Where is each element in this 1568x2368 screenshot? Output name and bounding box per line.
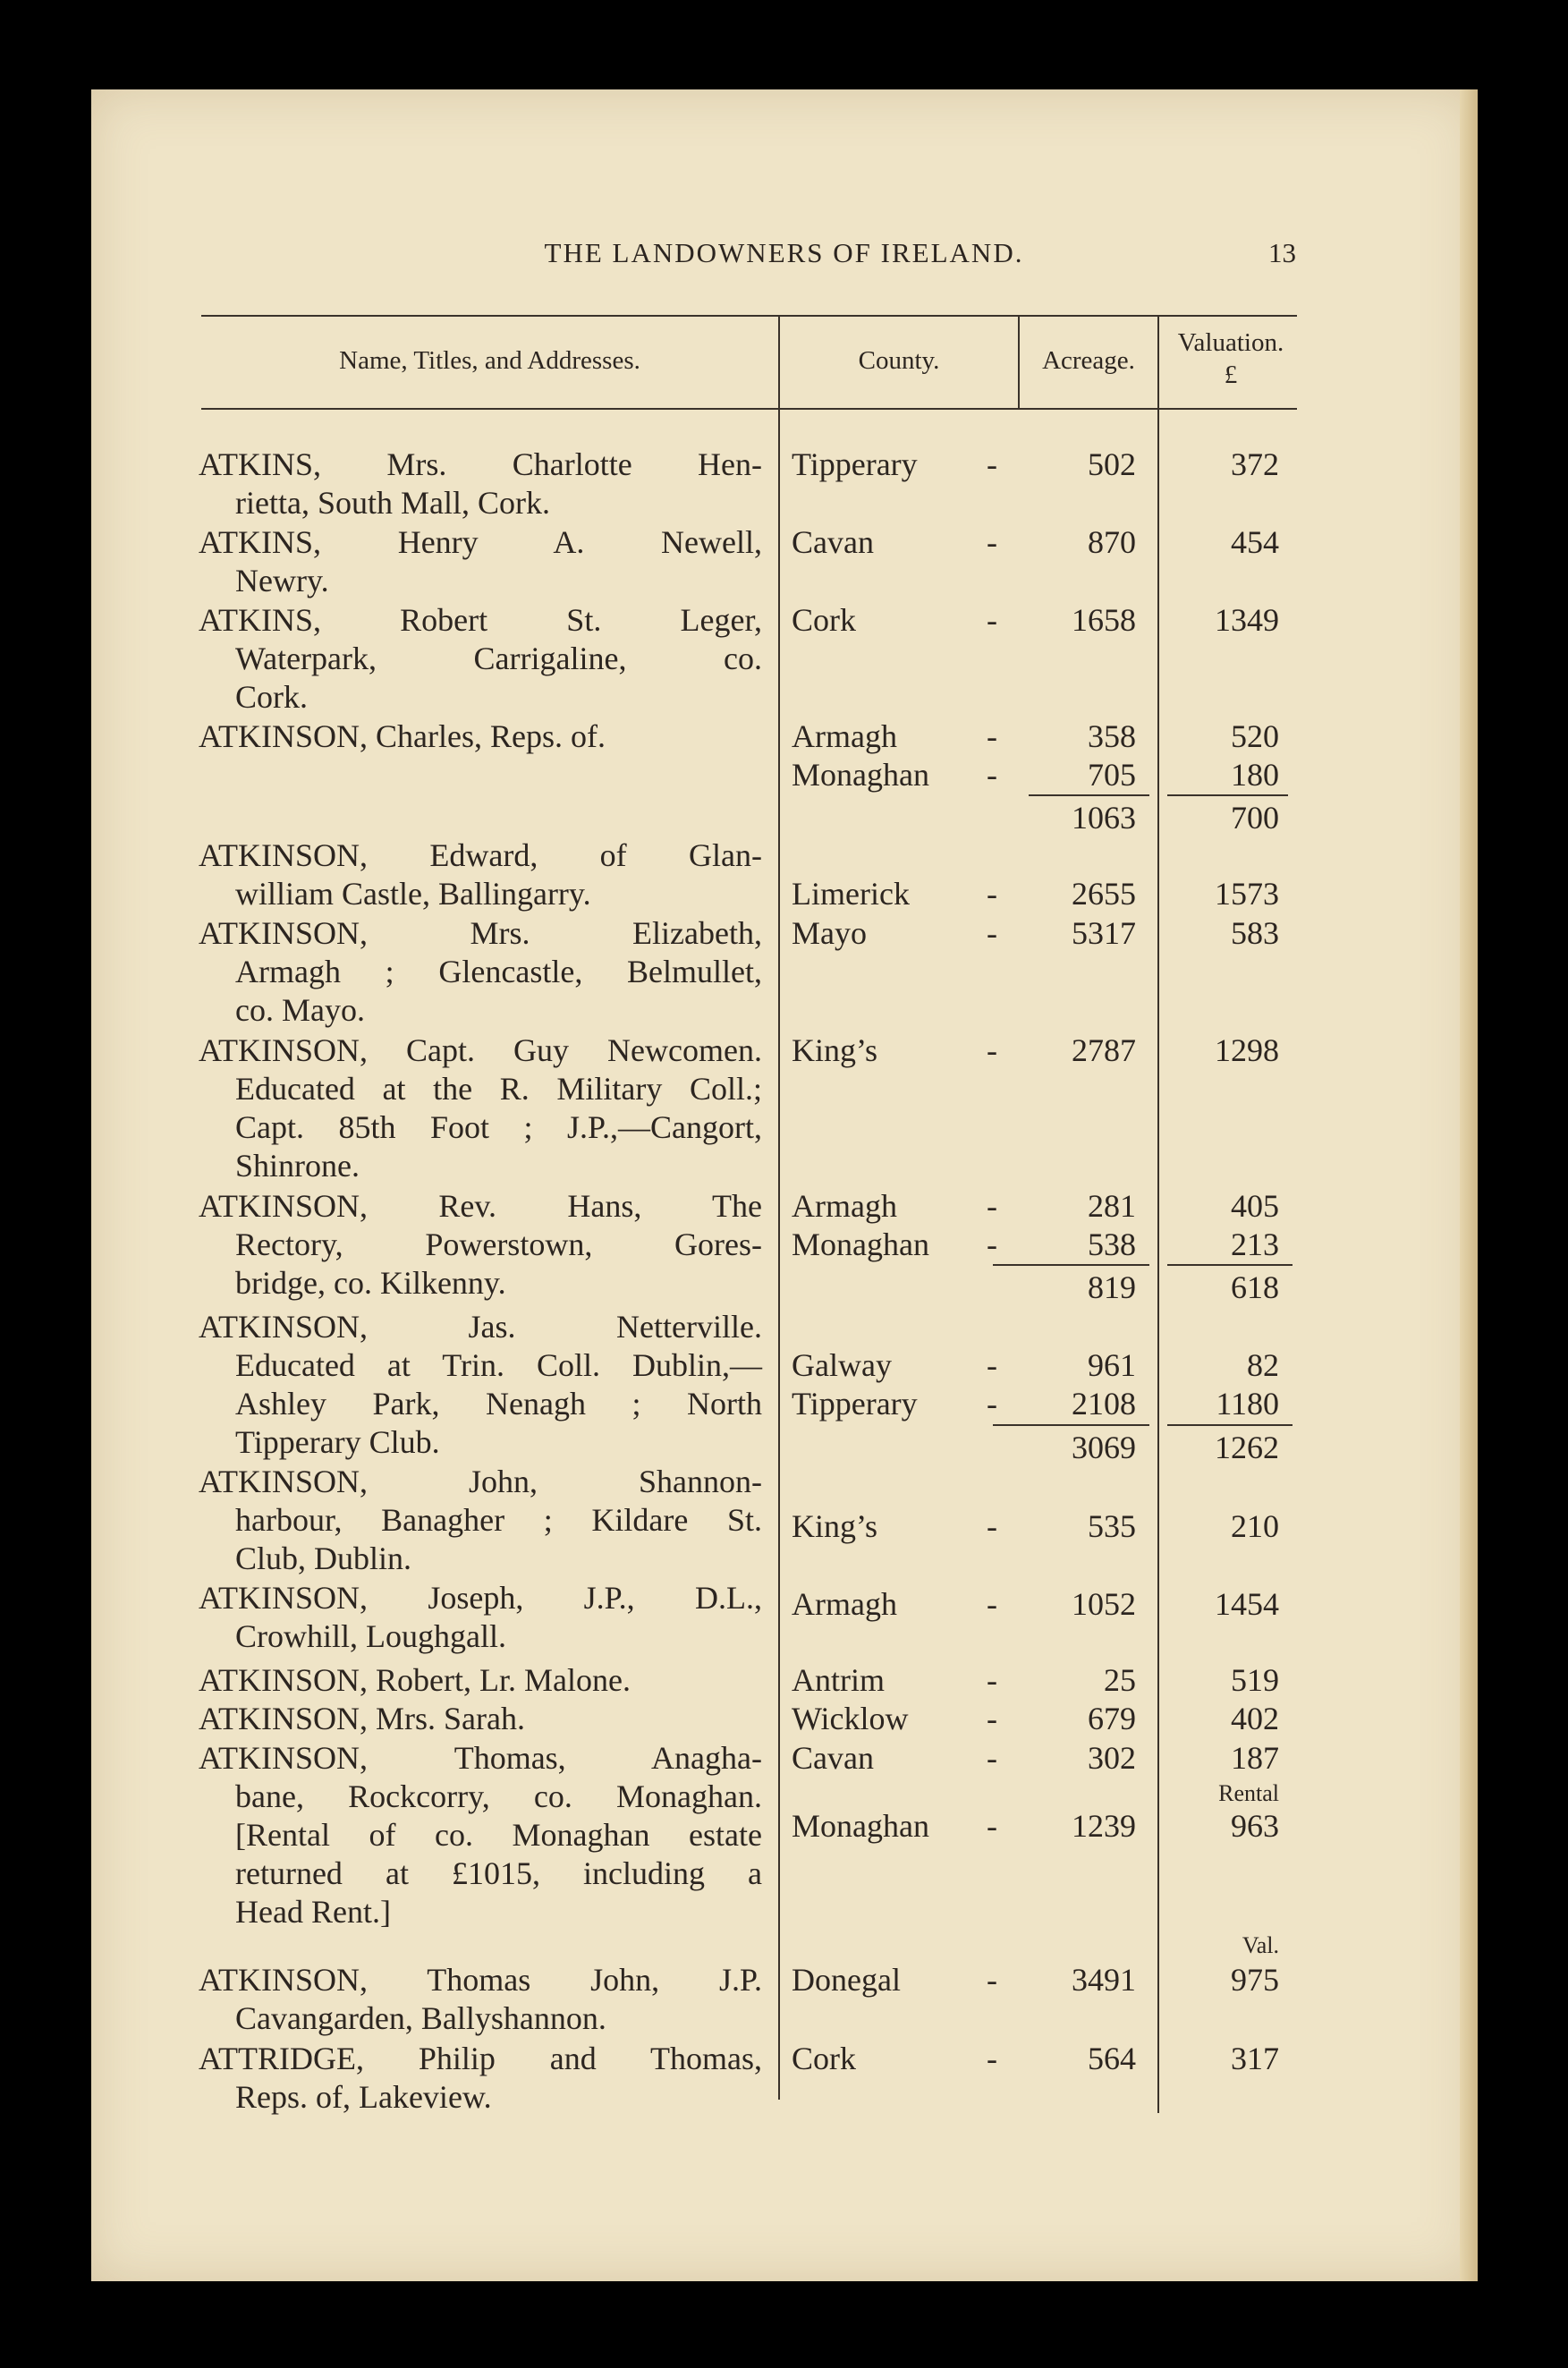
acreage-cell: 2108 bbox=[1072, 1386, 1136, 1422]
leader-dash: - bbox=[987, 757, 997, 793]
page-edge bbox=[1460, 89, 1478, 2281]
county-cell: Wicklow bbox=[792, 1701, 909, 1736]
entry-atkinson-guy: ATKINSON, Capt. Guy Newcomen. Educated at the R. Military Coll.; Capt. 85th Foot ; J.P.,—Cangort, Shinrone. bbox=[199, 1032, 762, 1184]
valuation-cell: 520 bbox=[1231, 718, 1279, 754]
entry-atkinson-hans: ATKINSON, Rev. Hans, The Rectory, Powerstown, Gores- bridge, co. Kilkenny. bbox=[199, 1188, 762, 1301]
leader-dash: - bbox=[987, 2041, 997, 2076]
valuation-cell: 372 bbox=[1231, 446, 1279, 482]
county-cell: Limerick bbox=[792, 876, 910, 912]
sum-rule bbox=[1167, 794, 1288, 796]
county-cell: Cavan bbox=[792, 1740, 874, 1776]
acreage-cell: 679 bbox=[1088, 1701, 1136, 1736]
county-cell: King’s bbox=[792, 1032, 878, 1068]
acreage-total: 3069 bbox=[1072, 1430, 1136, 1465]
leader-dash: - bbox=[987, 1226, 997, 1262]
leader-dash: - bbox=[987, 876, 997, 912]
sum-rule bbox=[1167, 1424, 1293, 1426]
county-cell: Armagh bbox=[792, 1188, 897, 1224]
acreage-cell: 870 bbox=[1088, 524, 1136, 560]
entry-atkinson-elizabeth: ATKINSON, Mrs. Elizabeth, Armagh ; Glencastle, Belmullet, co. Mayo. bbox=[199, 915, 762, 1028]
entry-atkinson-edward: ATKINSON, Edward, of Glan- william Castle, Ballingarry. bbox=[199, 837, 762, 912]
entry-atkinson-thomas: ATKINSON, Thomas, Anagha- bane, Rockcorry, co. Monaghan. [Rental of co. Monaghan estate returned at £1015, including a Head Rent.] bbox=[199, 1740, 762, 1930]
column-header-valuation: Valuation. £ bbox=[1177, 328, 1284, 389]
valuation-cell: 1349 bbox=[1215, 602, 1279, 638]
valuation-cell: 1180 bbox=[1216, 1386, 1279, 1422]
column-header-county: County. bbox=[858, 346, 940, 375]
leader-dash: - bbox=[987, 1347, 997, 1383]
sum-rule bbox=[993, 1424, 1149, 1426]
column-divider-county bbox=[778, 315, 780, 2100]
leader-dash: - bbox=[987, 1740, 997, 1776]
acreage-cell: 1658 bbox=[1072, 602, 1136, 638]
valuation-cell: 317 bbox=[1231, 2041, 1279, 2076]
acreage-cell: 564 bbox=[1088, 2041, 1136, 2076]
valuation-cell: 180 bbox=[1231, 757, 1279, 793]
county-cell: Monaghan bbox=[792, 1226, 929, 1262]
county-cell: Tipperary bbox=[792, 446, 918, 482]
county-cell: Monaghan bbox=[792, 1808, 929, 1844]
entry-atkinson-jas: ATKINSON, Jas. Netterville. Educated at Trin. Coll. Dublin,— Ashley Park, Nenagh ; North Tipperary Club. bbox=[199, 1309, 762, 1460]
acreage-total: 1063 bbox=[1072, 800, 1136, 836]
entry-atkinson-sarah: ATKINSON, Mrs. Sarah. bbox=[199, 1701, 525, 1736]
valuation-cell: 1454 bbox=[1215, 1586, 1279, 1622]
acreage-cell: 2787 bbox=[1072, 1032, 1136, 1068]
acreage-cell: 302 bbox=[1088, 1740, 1136, 1776]
entry-atkinson-robert: ATKINSON, Robert, Lr. Malone. bbox=[199, 1662, 631, 1698]
valuation-cell: 519 bbox=[1231, 1662, 1279, 1698]
column-header-name: Name, Titles, and Addresses. bbox=[339, 346, 640, 375]
sum-rule bbox=[1029, 794, 1149, 796]
acreage-cell: 3491 bbox=[1072, 1962, 1136, 1998]
county-cell: Donegal bbox=[792, 1962, 901, 1998]
rental-note: Rental bbox=[1218, 1780, 1279, 1806]
acreage-cell: 5317 bbox=[1072, 915, 1136, 951]
sum-rule bbox=[1167, 1264, 1293, 1266]
leader-dash: - bbox=[987, 1701, 997, 1736]
entry-attridge: ATTRIDGE, Philip and Thomas, Reps. of, Lakeview. bbox=[199, 2041, 762, 2115]
table-top-rule bbox=[201, 315, 1297, 317]
acreage-cell: 705 bbox=[1088, 757, 1136, 793]
acreage-cell: 535 bbox=[1088, 1508, 1136, 1544]
valuation-cell: 213 bbox=[1231, 1226, 1279, 1262]
leader-dash: - bbox=[987, 1188, 997, 1224]
leader-dash: - bbox=[987, 1032, 997, 1068]
entry-atkinson-john: ATKINSON, John, Shannon- harbour, Banagher ; Kildare St. Club, Dublin. bbox=[199, 1464, 762, 1576]
valuation-cell: 975 bbox=[1231, 1962, 1279, 1998]
valuation-cell: 1573 bbox=[1215, 876, 1279, 912]
county-cell: King’s bbox=[792, 1508, 878, 1544]
running-head: THE LANDOWNERS OF IRELAND. bbox=[544, 237, 1024, 268]
county-cell: Armagh bbox=[792, 1586, 897, 1622]
entry-atkinson-joseph: ATKINSON, Joseph, J.P., D.L., Crowhill, Loughgall. bbox=[199, 1580, 762, 1654]
valuation-total: 700 bbox=[1231, 800, 1279, 836]
val-note: Val. bbox=[1242, 1932, 1279, 1958]
entry-atkinson-charles: ATKINSON, Charles, Reps. of. bbox=[199, 718, 606, 754]
county-cell: Tipperary bbox=[792, 1386, 918, 1422]
acreage-cell: 961 bbox=[1088, 1347, 1136, 1383]
leader-dash: - bbox=[987, 602, 997, 638]
leader-dash: - bbox=[987, 1962, 997, 1998]
acreage-cell: 25 bbox=[1104, 1662, 1136, 1698]
county-cell: Galway bbox=[792, 1347, 892, 1383]
acreage-total: 819 bbox=[1088, 1269, 1136, 1305]
entry-atkinson-thomas-john: ATKINSON, Thomas John, J.P. Cavangarden, Ballyshannon. bbox=[199, 1962, 762, 2036]
leader-dash: - bbox=[987, 718, 997, 754]
county-cell: Armagh bbox=[792, 718, 897, 754]
acreage-cell: 358 bbox=[1088, 718, 1136, 754]
leader-dash: - bbox=[987, 524, 997, 560]
valuation-cell: 405 bbox=[1231, 1188, 1279, 1224]
sum-rule bbox=[993, 1264, 1149, 1266]
acreage-cell: 2655 bbox=[1072, 876, 1136, 912]
county-cell: Monaghan bbox=[792, 757, 929, 793]
valuation-cell: 583 bbox=[1231, 915, 1279, 951]
valuation-cell: 82 bbox=[1247, 1347, 1279, 1383]
county-cell: Cork bbox=[792, 602, 856, 638]
county-cell: Mayo bbox=[792, 915, 867, 951]
entry-atkins-henry: ATKINS, Henry A. Newell, Newry. bbox=[199, 524, 762, 598]
page-number: 13 bbox=[1268, 237, 1296, 268]
column-header-acreage: Acreage. bbox=[1042, 346, 1135, 375]
leader-dash: - bbox=[987, 915, 997, 951]
county-cell: Antrim bbox=[792, 1662, 885, 1698]
leader-dash: - bbox=[987, 1586, 997, 1622]
county-cell: Cavan bbox=[792, 524, 874, 560]
entry-atkins-robert: ATKINS, Robert St. Leger, Waterpark, Carrigaline, co. Cork. bbox=[199, 602, 762, 715]
valuation-cell: 187 bbox=[1231, 1740, 1279, 1776]
leader-dash: - bbox=[987, 1386, 997, 1422]
leader-dash: - bbox=[987, 1808, 997, 1844]
valuation-cell: 963 bbox=[1231, 1808, 1279, 1844]
valuation-total: 1262 bbox=[1215, 1430, 1279, 1465]
acreage-cell: 1239 bbox=[1072, 1808, 1136, 1844]
valuation-cell: 402 bbox=[1231, 1701, 1279, 1736]
acreage-cell: 281 bbox=[1088, 1188, 1136, 1224]
leader-dash: - bbox=[987, 446, 997, 482]
valuation-cell: 454 bbox=[1231, 524, 1279, 560]
entry-atkins-charlotte: ATKINS, Mrs. Charlotte Hen- rietta, South Mall, Cork. bbox=[199, 446, 762, 521]
acreage-cell: 1052 bbox=[1072, 1586, 1136, 1622]
valuation-total: 618 bbox=[1231, 1269, 1279, 1305]
header-bottom-rule bbox=[201, 408, 1297, 410]
acreage-cell: 502 bbox=[1088, 446, 1136, 482]
leader-dash: - bbox=[987, 1508, 997, 1544]
valuation-cell: 1298 bbox=[1215, 1032, 1279, 1068]
valuation-cell: 210 bbox=[1231, 1508, 1279, 1544]
acreage-cell: 538 bbox=[1088, 1226, 1136, 1262]
leader-dash: - bbox=[987, 1662, 997, 1698]
column-divider-valuation bbox=[1157, 315, 1159, 2113]
county-cell: Cork bbox=[792, 2041, 856, 2076]
